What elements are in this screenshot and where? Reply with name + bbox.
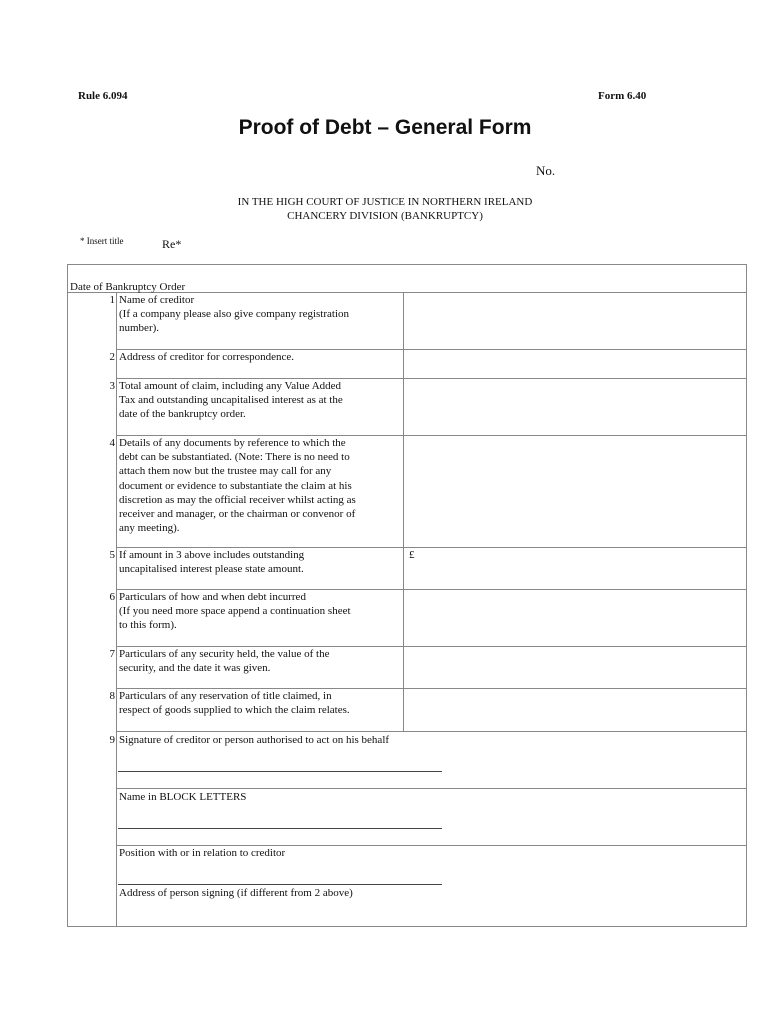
proof-of-debt-form xyxy=(67,264,747,927)
row-label-line: Details of any documents by reference to which the xyxy=(119,437,346,449)
row-label xyxy=(119,689,403,717)
row-label xyxy=(119,293,403,336)
position-line[interactable] xyxy=(118,884,442,885)
row-value-field[interactable] xyxy=(409,379,739,432)
signature-label: Signature of creditor or person authorised to act on his behalf xyxy=(119,734,390,746)
row-number: 6 xyxy=(109,591,115,603)
row-label-line: number). xyxy=(119,322,160,335)
row-label-line: Total amount of claim, including any Value Added xyxy=(119,380,342,392)
form-number: Form 6.40 xyxy=(598,90,647,102)
row-value-field[interactable] xyxy=(409,689,739,728)
row-divider xyxy=(116,731,746,732)
position-label: Position with or in relation to creditor xyxy=(119,847,286,859)
re-label: Re* xyxy=(162,237,182,251)
row-number: 8 xyxy=(109,690,115,702)
row-label xyxy=(119,350,403,364)
page-title: Proof of Debt – General Form xyxy=(238,116,532,139)
date-of-bankruptcy-order-label: Date of Bankruptcy Order xyxy=(70,281,186,293)
row-value-field[interactable] xyxy=(409,293,739,346)
row-value-field[interactable] xyxy=(409,647,739,685)
row-label-line: receiver and manager, or the chairman or convenor of xyxy=(119,508,356,521)
name-block-letters-label: Name in BLOCK LETTERS xyxy=(119,791,247,803)
row-label-line: (If you need more space append a continuation sheet xyxy=(119,605,351,618)
row-label-line: Tax and outstanding uncapitalised interest as at the xyxy=(119,394,343,407)
row-label xyxy=(119,436,403,535)
row-label-line: debt can be substantiated. (Note: There is no need to xyxy=(119,451,350,464)
row-label-line: date of the bankruptcy order. xyxy=(119,408,246,421)
row-number: 5 xyxy=(109,549,115,561)
court-line-1: IN THE HIGH COURT OF JUSTICE IN NORTHERN IRELAND xyxy=(237,196,533,208)
row-label-line: If amount in 3 above includes outstanding xyxy=(119,549,305,561)
row-label-line: attach them now but the trustee may call for any xyxy=(119,465,332,478)
row-label-line: (If a company please also give company registration xyxy=(119,308,350,321)
court-heading xyxy=(0,195,770,223)
row-label-line: security, and the date it was given. xyxy=(119,662,271,675)
rule-number: Rule 6.094 xyxy=(78,90,128,102)
address-of-signer-label: Address of person signing (if different from 2 above) xyxy=(119,887,353,899)
row-label-line: Address of creditor for correspondence. xyxy=(119,351,295,363)
signature-line[interactable] xyxy=(118,771,442,772)
row-number: 2 xyxy=(109,351,115,363)
number-column-divider xyxy=(116,292,117,926)
name-line[interactable] xyxy=(118,828,442,829)
row-label-line: Particulars of how and when debt incurred xyxy=(119,591,306,603)
row-value-field[interactable] xyxy=(409,350,739,375)
row-label-line: any meeting). xyxy=(119,522,180,535)
row-number: 9 xyxy=(109,734,115,746)
row-label-line: discretion as may the official receiver whilst acting as xyxy=(119,493,356,506)
insert-title-note: * Insert title xyxy=(80,236,124,246)
row-number: 3 xyxy=(109,380,115,392)
court-line-2: CHANCERY DIVISION (BANKRUPTCY) xyxy=(287,210,483,222)
row-label xyxy=(119,548,403,576)
row-number: 1 xyxy=(109,294,115,306)
row-label xyxy=(119,379,403,422)
row-value-field[interactable] xyxy=(409,590,739,643)
row-number: 7 xyxy=(109,648,115,660)
value-column-divider xyxy=(403,292,404,731)
row-value-field[interactable] xyxy=(409,436,739,544)
row-label-line: respect of goods supplied to which the claim relates. xyxy=(119,704,350,717)
row-label xyxy=(119,647,403,675)
row-label xyxy=(119,590,403,633)
row-label-line: document or evidence to substantiate the claim at his xyxy=(119,479,352,492)
row-label-line: to this form). xyxy=(119,619,177,632)
row-label-line: Name of creditor xyxy=(119,294,195,306)
row-label-line: uncapitalised interest please state amount. xyxy=(119,563,304,576)
row-label-line: Particulars of any reservation of title claimed, in xyxy=(119,690,332,702)
row-number: 4 xyxy=(109,437,115,449)
row-divider xyxy=(116,788,746,789)
no-label: No. xyxy=(536,163,556,178)
row-value-field[interactable]: £ xyxy=(409,549,415,561)
row-label-line: Particulars of any security held, the value of the xyxy=(119,648,330,660)
